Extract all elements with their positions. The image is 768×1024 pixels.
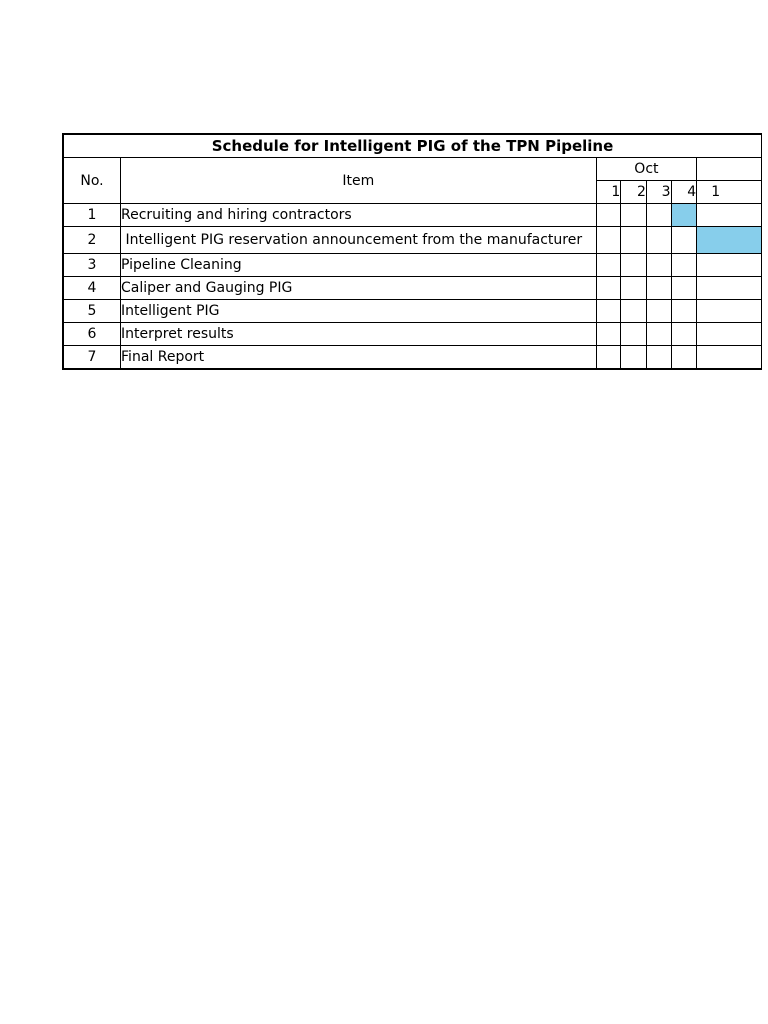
schedule-cell-week-1 (596, 300, 621, 323)
schedule-rows (63, 204, 762, 370)
schedule-cell-week-4 (671, 254, 697, 277)
schedule-cell-week-4 (671, 323, 697, 346)
row-number: 7 (63, 346, 121, 370)
schedule-cell-week-5 (697, 300, 762, 323)
schedule-cell-week-2 (621, 227, 647, 254)
schedule-cell-week-2 (621, 323, 647, 346)
header-week-1: 1 (596, 181, 621, 204)
row-item: Final Report (121, 346, 597, 370)
schedule-cell-week-4 (671, 346, 697, 370)
header-no: No. (63, 158, 121, 204)
header-week-2: 2 (621, 181, 647, 204)
schedule-cell-week-3 (646, 204, 671, 227)
row-number: 2 (63, 227, 121, 254)
schedule-cell-week-1 (596, 323, 621, 346)
schedule-cell-week-4 (671, 277, 697, 300)
row-item: Pipeline Cleaning (121, 254, 597, 277)
table-row (63, 323, 762, 346)
schedule-cell-week-4 (671, 227, 697, 254)
row-number: 5 (63, 300, 121, 323)
schedule-cell-week-1 (596, 277, 621, 300)
schedule-cell-week-5 (697, 254, 762, 277)
schedule-cell-week-1 (596, 227, 621, 254)
schedule-cell-week-3 (646, 323, 671, 346)
table-row (63, 254, 762, 277)
schedule-cell-week-5 (697, 227, 762, 254)
schedule-cell-week-3 (646, 254, 671, 277)
schedule-cell-week-2 (621, 204, 647, 227)
header-week-3: 3 (646, 181, 671, 204)
schedule-cell-week-5 (697, 277, 762, 300)
row-item: Intelligent PIG (121, 300, 597, 323)
table-row (63, 277, 762, 300)
row-number: 6 (63, 323, 121, 346)
schedule-cell-week-1 (596, 254, 621, 277)
table-row (63, 227, 762, 254)
row-number: 4 (63, 277, 121, 300)
schedule-cell-week-5 (697, 204, 762, 227)
row-number: 1 (63, 204, 121, 227)
row-item: Recruiting and hiring contractors (121, 204, 597, 227)
table-row (63, 346, 762, 370)
schedule-cell-week-2 (621, 254, 647, 277)
schedule-cell-week-5 (697, 346, 762, 370)
header-week-5: 1 (697, 181, 762, 204)
row-item: Interpret results (121, 323, 597, 346)
table-row (63, 300, 762, 323)
header-month-oct: Oct (596, 158, 697, 181)
schedule-title: Schedule for Intelligent PIG of the TPN Pipeline (63, 134, 762, 158)
schedule-cell-week-5 (697, 323, 762, 346)
schedule-cell-week-3 (646, 346, 671, 370)
schedule-table (62, 133, 762, 370)
schedule-cell-week-4 (671, 204, 697, 227)
schedule-cell-week-4 (671, 300, 697, 323)
schedule-cell-week-3 (646, 227, 671, 254)
schedule-cell-week-2 (621, 277, 647, 300)
header-week-4: 4 (671, 181, 697, 204)
schedule-cell-week-2 (621, 300, 647, 323)
schedule-cell-week-2 (621, 346, 647, 370)
header-item: Item (121, 158, 597, 204)
schedule-cell-week-1 (596, 346, 621, 370)
header-month-next (697, 158, 762, 181)
row-item: Caliper and Gauging PIG (121, 277, 597, 300)
schedule-cell-week-3 (646, 277, 671, 300)
table-row (63, 204, 762, 227)
schedule-cell-week-3 (646, 300, 671, 323)
spreadsheet-viewport (62, 133, 721, 368)
schedule-cell-week-1 (596, 204, 621, 227)
row-item: Intelligent PIG reservation announcement from the manufacturer (121, 227, 597, 254)
row-number: 3 (63, 254, 121, 277)
